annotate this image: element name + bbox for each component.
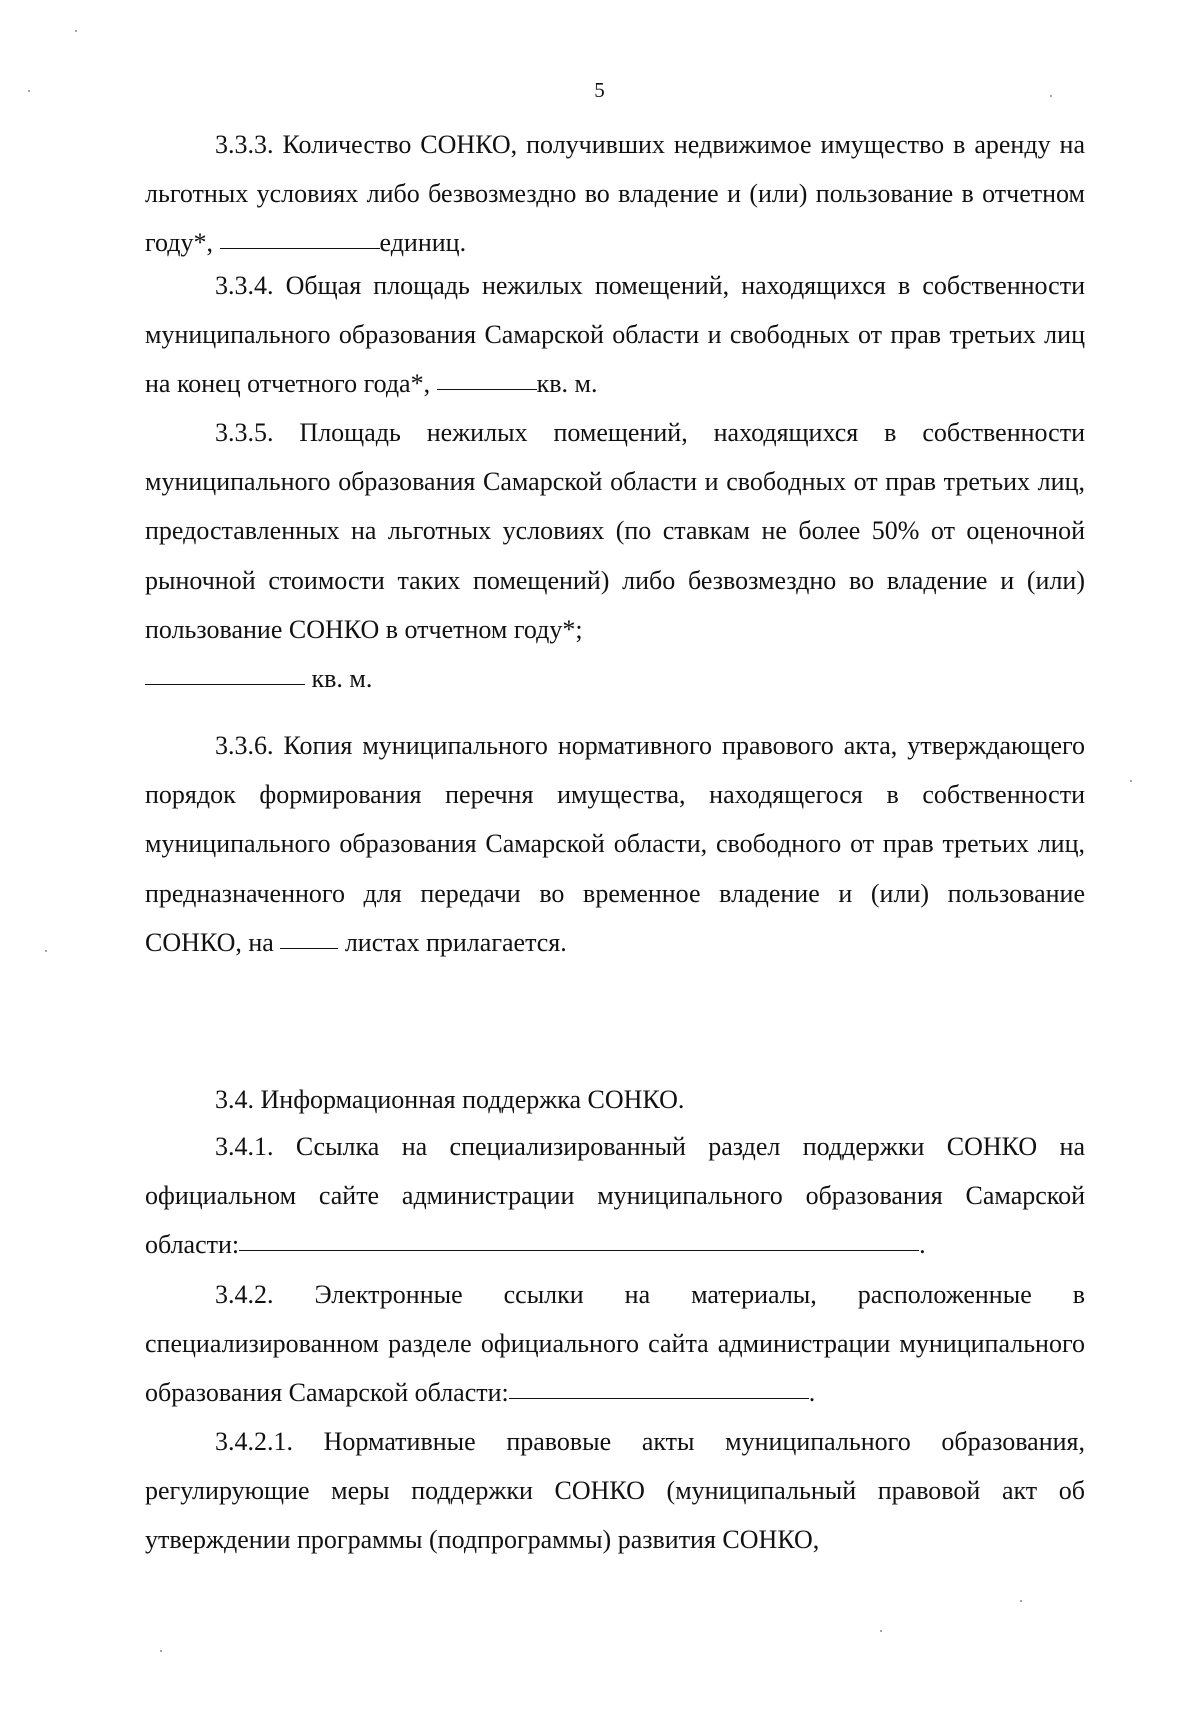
scan-speck: [1130, 780, 1132, 782]
paragraph-3-3-4: [145, 261, 1085, 409]
paragraph-3-4-2: [145, 1270, 1085, 1418]
paragraph-3-3-6-text: 3.3.6. Копия муниципального нормативного правового акта, утверждающего порядок формирования перечня имущества, находящегося в собственности муниципального образования Самарской области, свободного от прав третьих лиц, предназначенного для передачи во временное владение и (или) пользование СОНКО, на: [145, 731, 1085, 957]
scan-speck: [28, 90, 30, 92]
blank-field: [220, 247, 380, 249]
paragraph-3-3-3: [145, 120, 1085, 268]
page-number: 5: [594, 78, 606, 102]
paragraph-3-4-2-end: .: [808, 1378, 816, 1408]
paragraph-3-3-6-tail: листах прилагается.: [344, 927, 567, 957]
blank-field: [239, 1249, 919, 1251]
paragraph-3-4-1-text: 3.4.1. Ссылка на специализированный раздел поддержки СОНКО на официальном сайте администрации муниципального образования Самарской области:: [145, 1132, 1085, 1260]
blank-field: [280, 947, 338, 949]
paragraph-3-4-1-end: .: [919, 1230, 926, 1260]
paragraph-3-3-3-text: 3.3.3. Количество СОНКО, получивших недвижимое имущество в аренду на льготных условиях либо безвозмездно во владение и (или) пользование в отчетном году*,: [145, 130, 1085, 258]
paragraph-3-3-5: [145, 408, 1085, 703]
scan-speck: [75, 30, 77, 32]
section-heading-3-4: [145, 1075, 1085, 1124]
paragraph-3-4-2-1: [145, 1417, 1085, 1565]
scan-speck: [1050, 95, 1052, 97]
paragraph-3-4-2-text: 3.4.2. Электронные ссылки на материалы, расположенные в специализированном разделе официального сайта администрации муниципального образования Самарской области:: [145, 1280, 1085, 1408]
paragraph-3-4-1: [145, 1122, 1085, 1270]
scan-speck: [45, 950, 47, 952]
blank-field: [145, 683, 305, 685]
paragraph-3-3-4-text: 3.3.4. Общая площадь нежилых помещений, находящихся в собственности муниципального образования Самарской области и свободных от прав третьих лиц на конец отчетного года*,: [145, 271, 1085, 399]
paragraph-3-3-5-text: 3.3.5. Площадь нежилых помещений, находящихся в собственности муниципального образования Самарской области и свободных от прав третьих лиц, предоставленных на льготных условиях (по ставкам не более 50% от оценочной рыночной стоимости таких помещений) либо безвозмездно во владение и (или) пользование СОНКО в отчетном году*;: [145, 418, 1085, 644]
blank-field: [509, 1397, 809, 1399]
section-heading-3-4-text: 3.4. Информационная поддержка СОНКО.: [215, 1085, 685, 1114]
scan-speck: [1020, 1600, 1022, 1602]
paragraph-3-3-6: [145, 721, 1085, 967]
paragraph-3-3-4-unit: кв. м.: [536, 369, 598, 399]
paragraph-3-3-5-unit: кв. м.: [311, 664, 373, 694]
blank-field: [437, 388, 537, 390]
paragraph-3-3-3-unit: единиц.: [379, 228, 467, 258]
scan-speck: [160, 1650, 162, 1652]
scan-speck: [880, 1630, 882, 1632]
paragraph-3-4-2-1-text: 3.4.2.1. Нормативные правовые акты муниципального образования, регулирующие меры поддержки СОНКО (муниципальный правовой акт об утверждении программы (подпрограммы) развития СОНКО,: [145, 1427, 1085, 1555]
